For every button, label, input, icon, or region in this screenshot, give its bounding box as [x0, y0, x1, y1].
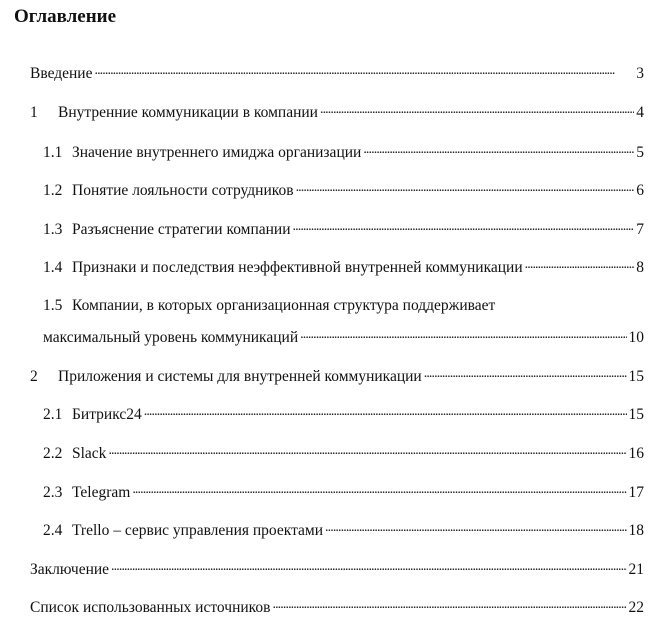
dot-leader	[144, 405, 627, 419]
dot-leader	[300, 328, 626, 342]
toc-entry-text: Telegram	[72, 484, 131, 501]
toc-entry-section-2-1[interactable]	[43, 405, 644, 425]
dot-leader	[296, 181, 635, 195]
toc-entry-text: Понятие лояльности сотрудников	[72, 182, 294, 199]
toc-entry-text: Slack	[72, 445, 107, 462]
toc-entry-chapter-2[interactable]	[30, 367, 644, 387]
toc-page-number: 16	[628, 445, 644, 462]
dot-leader	[94, 64, 634, 78]
toc-entry-number: 1	[30, 104, 38, 121]
toc-entry-section-1-3[interactable]	[43, 220, 644, 240]
toc-page-number: 8	[636, 259, 644, 276]
toc-entry-text: Значение внутреннего имиджа организации	[72, 144, 362, 161]
toc-entry-chapter-1[interactable]	[30, 103, 644, 123]
toc-entry-text: Заключение	[30, 561, 110, 578]
toc-page-number: 6	[636, 182, 644, 199]
toc-entry-number: 2	[30, 368, 38, 385]
dot-leader	[424, 367, 627, 381]
toc-entry-references[interactable]	[30, 598, 644, 618]
toc-entry-text-line2: максимальный уровень коммуникаций	[43, 329, 299, 346]
toc-entry-section-2-3[interactable]	[43, 483, 644, 503]
toc-entry-section-2-4[interactable]	[43, 521, 644, 541]
toc-entry-number: 1.5	[43, 297, 63, 314]
toc-entry-number: 2.1	[43, 406, 63, 423]
toc-entry-number: 1.4	[43, 259, 63, 276]
toc-entry-text: Разъяснение стратегии компании	[72, 221, 291, 238]
dot-leader	[111, 560, 626, 574]
toc-entry-section-1-1[interactable]	[43, 143, 644, 163]
toc-entry-section-1-5[interactable]	[43, 296, 644, 316]
toc-entry-section-1-2[interactable]	[43, 181, 644, 201]
toc-entry-text: Trello – сервис управления проектами	[72, 522, 324, 539]
toc-entry-number: 2.3	[43, 484, 63, 501]
toc-entry-text: Признаки и последствия неэффективной внутренней коммуникации	[72, 259, 523, 276]
dot-leader	[272, 598, 626, 612]
toc-entry-section-2-2[interactable]	[43, 444, 644, 464]
dot-leader	[363, 143, 634, 157]
toc-entry-text: Битрикс24	[72, 406, 142, 423]
toc-entry-introduction[interactable]	[30, 64, 644, 84]
toc-entry-text: Список использованных источников	[30, 599, 271, 616]
toc-entry-section-1-5-cont[interactable]	[43, 328, 644, 348]
toc-page-number: 18	[628, 522, 644, 539]
dot-leader	[293, 220, 635, 234]
toc-page-number: 7	[636, 221, 644, 238]
dot-leader	[132, 483, 626, 497]
toc-entry-text: Приложения и системы для внутренней коммуникации	[58, 368, 422, 385]
toc-page-number: 4	[636, 104, 644, 121]
toc-entry-number: 1.2	[43, 182, 63, 199]
toc-page-number: 5	[636, 144, 644, 161]
toc-entry-number: 2.2	[43, 445, 63, 462]
toc-page-number: 10	[628, 329, 644, 346]
toc-entry-text: Введение	[30, 65, 93, 82]
dot-leader	[320, 103, 634, 117]
toc-entry-number: 1.3	[43, 221, 63, 238]
toc-entry-number: 1.1	[43, 144, 63, 161]
toc-entry-text-line1: Компании, в которых организационная структура поддерживает	[72, 297, 496, 314]
toc-page-number: 15	[628, 368, 644, 385]
dot-leader	[325, 521, 626, 535]
toc-page-number: 15	[628, 406, 644, 423]
dot-leader	[525, 258, 635, 272]
toc-page-number: 21	[628, 561, 644, 578]
toc-entry-text: Внутренние коммуникации в компании	[58, 104, 318, 121]
toc-page-number: 22	[628, 599, 644, 616]
toc-entry-conclusion[interactable]	[30, 560, 644, 580]
toc-entry-section-1-4[interactable]	[43, 258, 644, 278]
toc-entry-number: 2.4	[43, 522, 63, 539]
page-title: Оглавление	[14, 6, 117, 27]
toc-page-number: 17	[628, 484, 644, 501]
dot-leader	[108, 444, 626, 458]
toc-page-number: 3	[636, 65, 644, 82]
